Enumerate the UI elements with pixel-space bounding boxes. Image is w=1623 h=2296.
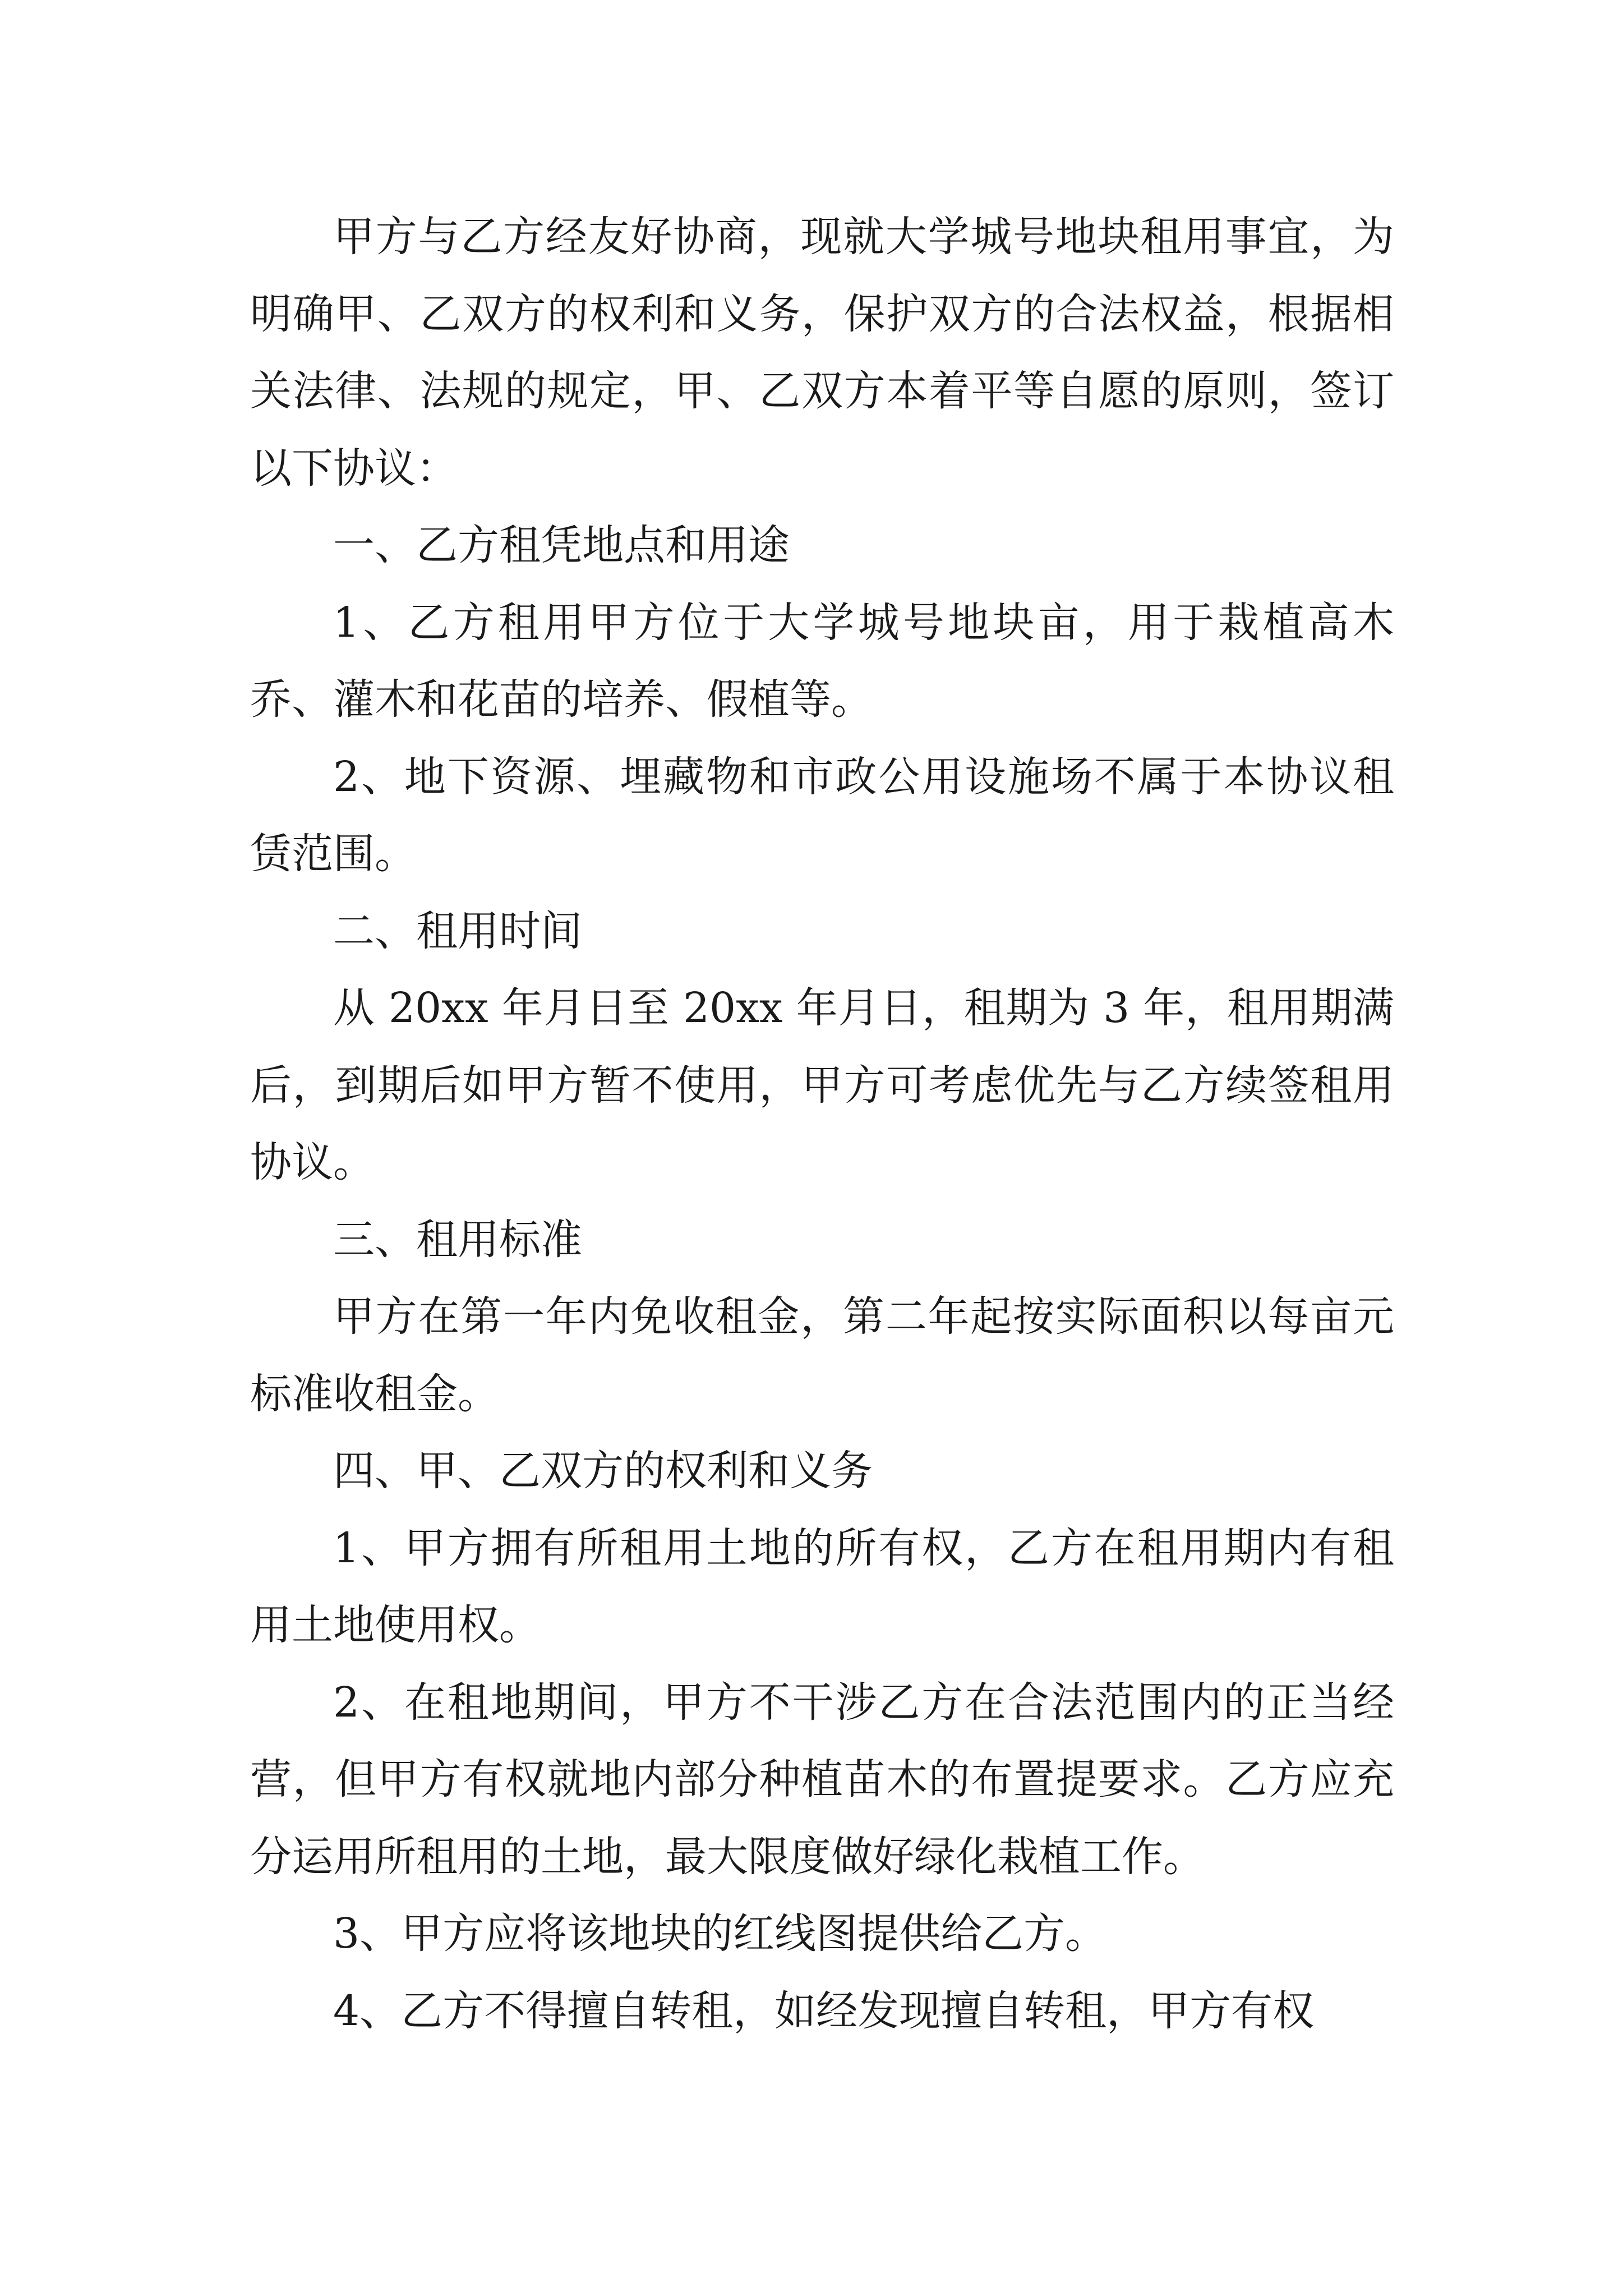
section-heading-rights-obligations: 四、甲、乙双方的权利和义务 [333,1447,873,1495]
section-heading-lease-term: 二、租用时间 [333,907,582,955]
section-heading-rent-standard: 三、租用标准 [333,1215,582,1264]
section-heading-location-purpose: 一、乙方租凭地点和用途 [333,521,790,569]
clause-lease-term: 从 20xx 年月日至 20xx 年月日，租期为 3 年，租用期满后，到期后如甲方暂不使用，甲方可考虑优先与乙方续签租用协议。 [250,984,1394,1186]
document-body [250,199,1394,2050]
clause-4-1: 1、甲方拥有所租用土地的所有权，乙方在租用期内有租用土地使用权。 [250,1524,1394,1649]
clause-4-3: 3、甲方应将该地块的红线图提供给乙方。 [333,1910,1107,1958]
clause-1-1: 1、乙方租用甲方位于大学城号地块亩，用于栽植高木乔、灌木和花苗的培养、假植等。 [250,598,1394,724]
paragraph-intro: 甲方与乙方经友好协商，现就大学城号地块租用事宜，为明确甲、乙双方的权利和义务，保护双方的合法权益，根据相关法律、法规的规定，甲、乙双方本着平等自愿的原则，签订以下协议： [250,213,1394,493]
clause-4-4: 4、乙方不得擅自转租，如经发现擅自转租，甲方有权 [333,1986,1315,2035]
clause-1-2: 2、地下资源、埋藏物和市政公用设施场不属于本协议租赁范围。 [250,752,1394,878]
clause-rent-standard: 甲方在第一年内免收租金，第二年起按实际面积以每亩元标准收租金。 [250,1292,1394,1418]
clause-4-2: 2、在租地期间，甲方不干涉乙方在合法范围内的正当经营，但甲方有权就地内部分种植苗木的布置提要求。乙方应充分运用所租用的土地，最大限度做好绿化栽植工作。 [250,1678,1394,1881]
